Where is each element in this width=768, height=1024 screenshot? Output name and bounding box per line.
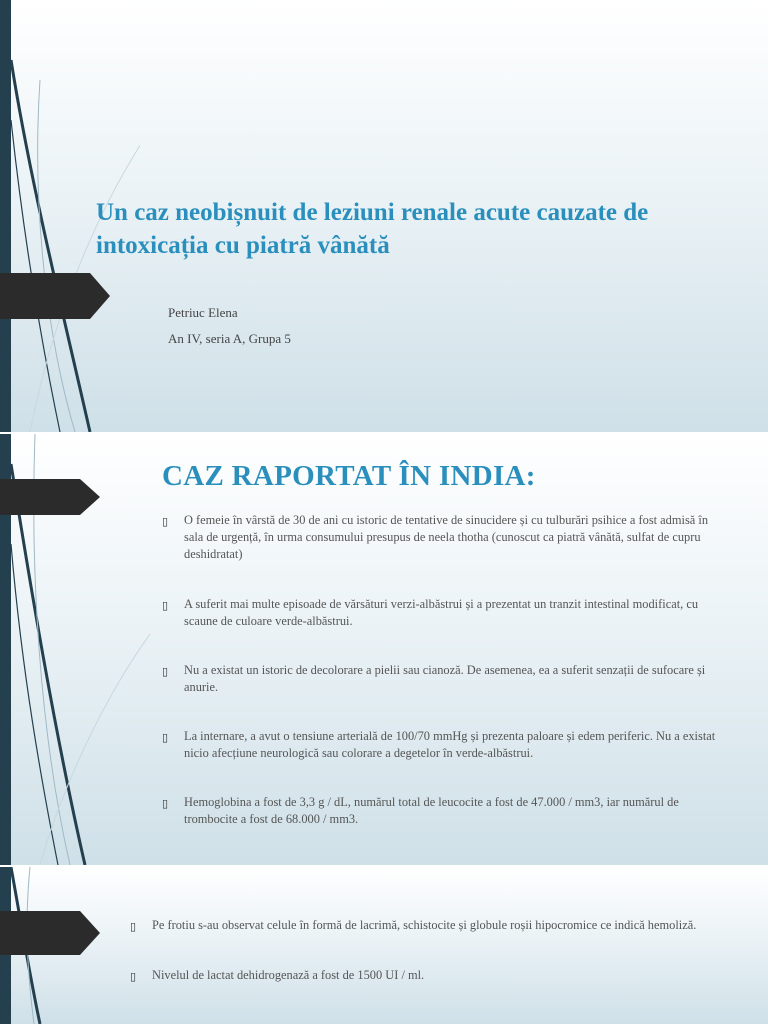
list-item: ▯ Nivelul de lactat dehidrogenază a fost de 1500 UI / ml. (130, 968, 425, 983)
bullet-icon: ▯ (162, 599, 169, 612)
title-slide (0, 0, 768, 432)
bullet-icon: ▯ (162, 665, 169, 678)
bullet-list (160, 512, 720, 828)
list-item: ▯ O femeie în vârstă de 30 de ani cu istoric de tentative de sinucidere și cu tulburări psihice a fost admisă în sala de urgență, în urma consumului presupus de neela thotha (cunoscut ca piatră vânătă, sulfat de cupru deshidratat) (162, 513, 709, 561)
slide-title: CAZ RAPORTAT ÎN INDIA: (162, 460, 536, 492)
continuation-slide (0, 867, 768, 1024)
list-item: ▯ Pe frotiu s-au observat celule în formă de lacrimă, schistocite și globule roșii hipocromice ce indică hemoliză. (130, 918, 697, 933)
bullet-icon: ▯ (130, 970, 137, 983)
author-name: Petriuc Elena (168, 305, 238, 320)
bullet-icon: ▯ (162, 731, 169, 744)
slide-tab-marker (0, 273, 110, 319)
list-item: ▯ A suferit mai multe episoade de vărsături verzi-albăstrui și a prezentat un tranzit intestinal modificat, cu scaune de culoare verde-albăstrui. (162, 597, 699, 628)
list-item: ▯ Hemoglobina a fost de 3,3 g / dL, numărul total de leucocite a fost de 47.000 / mm3, iar numărul de trombocite a fost de 68.000 / mm3. (162, 795, 679, 826)
list-item: ▯ La internare, a avut o tensiune arterială de 100/70 mmHg și prezenta paloare și edem periferic. Nu a existat nicio afecțiune neurologică sau colorare a degetelor în verde-albăstrui. (162, 729, 716, 760)
bullet-icon: ▯ (162, 797, 169, 810)
presentation-title: Un caz neobișnuit de leziuni renale acute cauzate de intoxicația cu piatră vânătă (96, 199, 649, 259)
bullet-list (128, 917, 738, 984)
case-slide (0, 434, 768, 865)
slide-tab-marker (0, 911, 110, 957)
author-group: An IV, seria A, Grupa 5 (168, 331, 291, 346)
list-item: ▯ Nu a existat un istoric de decolorare a pielii sau cianoză. De asemenea, ea a suferit senzații de sufocare și anurie. (162, 663, 706, 694)
slide-tab-marker (0, 479, 110, 525)
bullet-icon: ▯ (162, 515, 169, 528)
bullet-icon: ▯ (130, 920, 137, 933)
